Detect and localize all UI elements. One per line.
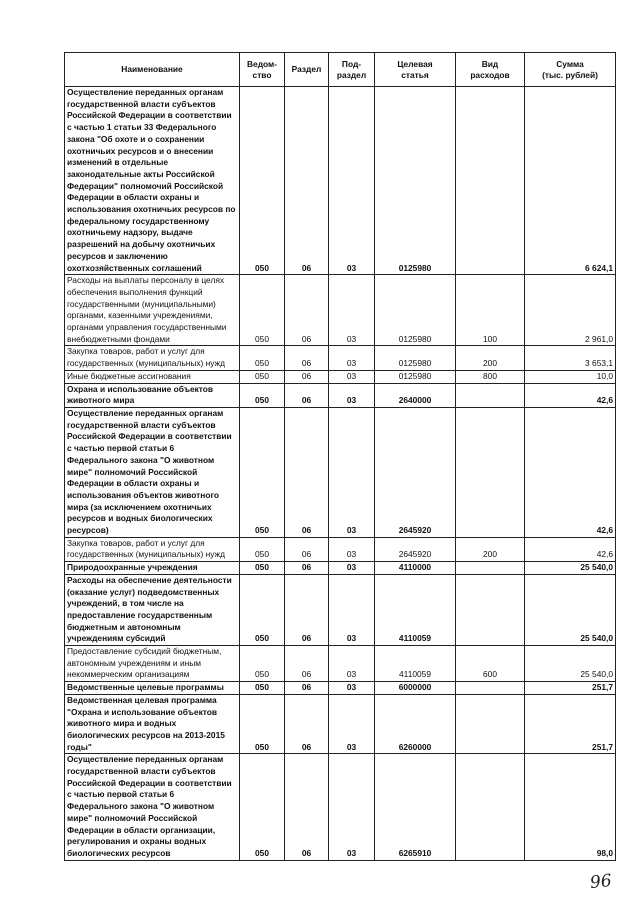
cell-vid-rashodov — [456, 694, 525, 754]
cell-celevaya-statya: 0125980 — [375, 275, 456, 346]
cell-vedomstvo: 050 — [240, 562, 285, 575]
cell-vedomstvo: 050 — [240, 346, 285, 370]
header-name: Наименование — [65, 53, 240, 87]
cell-podrazdel: 03 — [329, 370, 375, 383]
table-row — [65, 694, 616, 754]
header-podrazdel: Под- раздел — [329, 53, 375, 87]
table-row — [65, 383, 616, 407]
cell-summa: 10,0 — [525, 370, 616, 383]
cell-vid-rashodov — [456, 87, 525, 275]
cell-celevaya-statya: 2645920 — [375, 407, 456, 537]
cell-summa: 25 540,0 — [525, 574, 616, 645]
cell-vid-rashodov: 200 — [456, 346, 525, 370]
cell-razdel: 06 — [285, 754, 329, 860]
cell-vedomstvo: 050 — [240, 383, 285, 407]
cell-vedomstvo: 050 — [240, 682, 285, 695]
cell-name: Иные бюджетные ассигнования — [65, 370, 240, 383]
header-razdel: Раздел — [285, 53, 329, 87]
cell-razdel: 06 — [285, 646, 329, 682]
cell-celevaya-statya: 6265910 — [375, 754, 456, 860]
cell-summa: 6 624,1 — [525, 87, 616, 275]
cell-summa: 25 540,0 — [525, 646, 616, 682]
cell-podrazdel: 03 — [329, 562, 375, 575]
cell-celevaya-statya: 6260000 — [375, 694, 456, 754]
cell-name: Расходы на обеспечение деятельности (оказание услуг) подведомственных учреждений, в том числе на предоставление государственным бюджетным и автономным учреждениям субсидий — [65, 574, 240, 645]
cell-podrazdel: 03 — [329, 537, 375, 561]
cell-podrazdel: 03 — [329, 87, 375, 275]
cell-vedomstvo: 050 — [240, 574, 285, 645]
cell-celevaya-statya: 2645920 — [375, 537, 456, 561]
cell-podrazdel: 03 — [329, 682, 375, 695]
cell-name: Предоставление субсидий бюджетным, автономным учреждениям и иным некоммерческим организациям — [65, 646, 240, 682]
cell-name: Расходы на выплаты персоналу в целях обеспечения выполнения функций государственными (муниципальными) органами, казенными учреждениями, органами управления государственными внебюджетными фондами — [65, 275, 240, 346]
cell-celevaya-statya: 4110059 — [375, 574, 456, 645]
header-vedomstvo: Ведом- ство — [240, 53, 285, 87]
cell-razdel: 06 — [285, 87, 329, 275]
cell-vid-rashodov — [456, 682, 525, 695]
table-row — [65, 562, 616, 575]
table-row — [65, 537, 616, 561]
table-row — [65, 754, 616, 860]
table-body — [65, 87, 616, 861]
cell-razdel: 06 — [285, 346, 329, 370]
table-row — [65, 574, 616, 645]
cell-podrazdel: 03 — [329, 407, 375, 537]
header-summa: Сумма (тыс. рублей) — [525, 53, 616, 87]
table-row — [65, 370, 616, 383]
budget-table — [64, 52, 616, 861]
cell-razdel: 06 — [285, 682, 329, 695]
cell-summa: 98,0 — [525, 754, 616, 860]
cell-name: Закупка товаров, работ и услуг для государственных (муниципальных) нужд — [65, 346, 240, 370]
cell-razdel: 06 — [285, 562, 329, 575]
page-number: 96 — [589, 870, 613, 894]
cell-summa: 251,7 — [525, 694, 616, 754]
cell-celevaya-statya: 2640000 — [375, 383, 456, 407]
cell-vid-rashodov — [456, 383, 525, 407]
cell-podrazdel: 03 — [329, 275, 375, 346]
cell-vedomstvo: 050 — [240, 537, 285, 561]
cell-name: Ведомственные целевые программы — [65, 682, 240, 695]
cell-podrazdel: 03 — [329, 646, 375, 682]
table-row — [65, 87, 616, 275]
header-row — [65, 53, 616, 87]
cell-vid-rashodov — [456, 407, 525, 537]
cell-vedomstvo: 050 — [240, 646, 285, 682]
cell-name: Охрана и использование объектов животного мира — [65, 383, 240, 407]
cell-podrazdel: 03 — [329, 754, 375, 860]
cell-razdel: 06 — [285, 537, 329, 561]
cell-summa: 25 540,0 — [525, 562, 616, 575]
cell-celevaya-statya: 0125980 — [375, 370, 456, 383]
cell-podrazdel: 03 — [329, 383, 375, 407]
table-row — [65, 682, 616, 695]
table-row — [65, 346, 616, 370]
cell-summa: 42,6 — [525, 537, 616, 561]
cell-name: Ведомственная целевая программа "Охрана и использование объектов животного мира и водных биологических ресурсов на 2013-2015 годы" — [65, 694, 240, 754]
cell-vedomstvo: 050 — [240, 275, 285, 346]
cell-vid-rashodov: 100 — [456, 275, 525, 346]
cell-vedomstvo: 050 — [240, 694, 285, 754]
cell-vid-rashodov — [456, 754, 525, 860]
cell-razdel: 06 — [285, 370, 329, 383]
header-vid-rashodov: Вид расходов — [456, 53, 525, 87]
cell-summa: 3 653,1 — [525, 346, 616, 370]
cell-razdel: 06 — [285, 275, 329, 346]
cell-summa: 251,7 — [525, 682, 616, 695]
cell-vid-rashodov — [456, 562, 525, 575]
cell-celevaya-statya: 4110059 — [375, 646, 456, 682]
table-row — [65, 407, 616, 537]
cell-razdel: 06 — [285, 694, 329, 754]
cell-name: Осуществление переданных органам государственной власти субъектов Российской Федерации в соответствии с частью первой статьи 6 Федерального закона "О животном мире" полномочий Российской Федерации в области охраны и использования объектов животного мира (за исключением охотничьих ресурсов и водных биологических ресурсов) — [65, 407, 240, 537]
cell-name: Осуществление переданных органам государственной власти субъектов Российской Федерации в соответствии с частью первой статьи 6 Федерального закона "О животном мире" полномочий Российской Федерации в области организации, регулирования и охраны водных биологических ресурсов — [65, 754, 240, 860]
cell-vedomstvo: 050 — [240, 370, 285, 383]
table-row — [65, 646, 616, 682]
cell-vid-rashodov: 600 — [456, 646, 525, 682]
cell-summa: 2 961,0 — [525, 275, 616, 346]
cell-razdel: 06 — [285, 574, 329, 645]
cell-celevaya-statya: 0125980 — [375, 87, 456, 275]
table-row — [65, 275, 616, 346]
cell-podrazdel: 03 — [329, 574, 375, 645]
cell-razdel: 06 — [285, 407, 329, 537]
cell-vid-rashodov — [456, 574, 525, 645]
cell-vid-rashodov: 800 — [456, 370, 525, 383]
cell-vid-rashodov: 200 — [456, 537, 525, 561]
cell-vedomstvo: 050 — [240, 754, 285, 860]
cell-podrazdel: 03 — [329, 694, 375, 754]
cell-podrazdel: 03 — [329, 346, 375, 370]
cell-celevaya-statya: 6000000 — [375, 682, 456, 695]
cell-name: Закупка товаров, работ и услуг для государственных (муниципальных) нужд — [65, 537, 240, 561]
cell-name: Осуществление переданных органам государственной власти субъектов Российской Федерации в соответствии с частью 1 статьи 33 Федерального закона "Об охоте и о сохранении охотничьих ресурсов и о внесении изменений в отдельные законодательные акты Российской Федерации" полномочий Российской Федерации в области охраны и использования охотничьих ресурсов по федеральному государственному охотничьему надзору, выдаче разрешений на добычу охотничьих ресурсов и заключению охотхозяйственных соглашений — [65, 87, 240, 275]
header-celevaya-statya: Целевая статья — [375, 53, 456, 87]
cell-vedomstvo: 050 — [240, 87, 285, 275]
cell-celevaya-statya: 0125980 — [375, 346, 456, 370]
cell-celevaya-statya: 4110000 — [375, 562, 456, 575]
cell-name: Природоохранные учреждения — [65, 562, 240, 575]
cell-summa: 42,6 — [525, 383, 616, 407]
cell-vedomstvo: 050 — [240, 407, 285, 537]
cell-summa: 42,6 — [525, 407, 616, 537]
cell-razdel: 06 — [285, 383, 329, 407]
